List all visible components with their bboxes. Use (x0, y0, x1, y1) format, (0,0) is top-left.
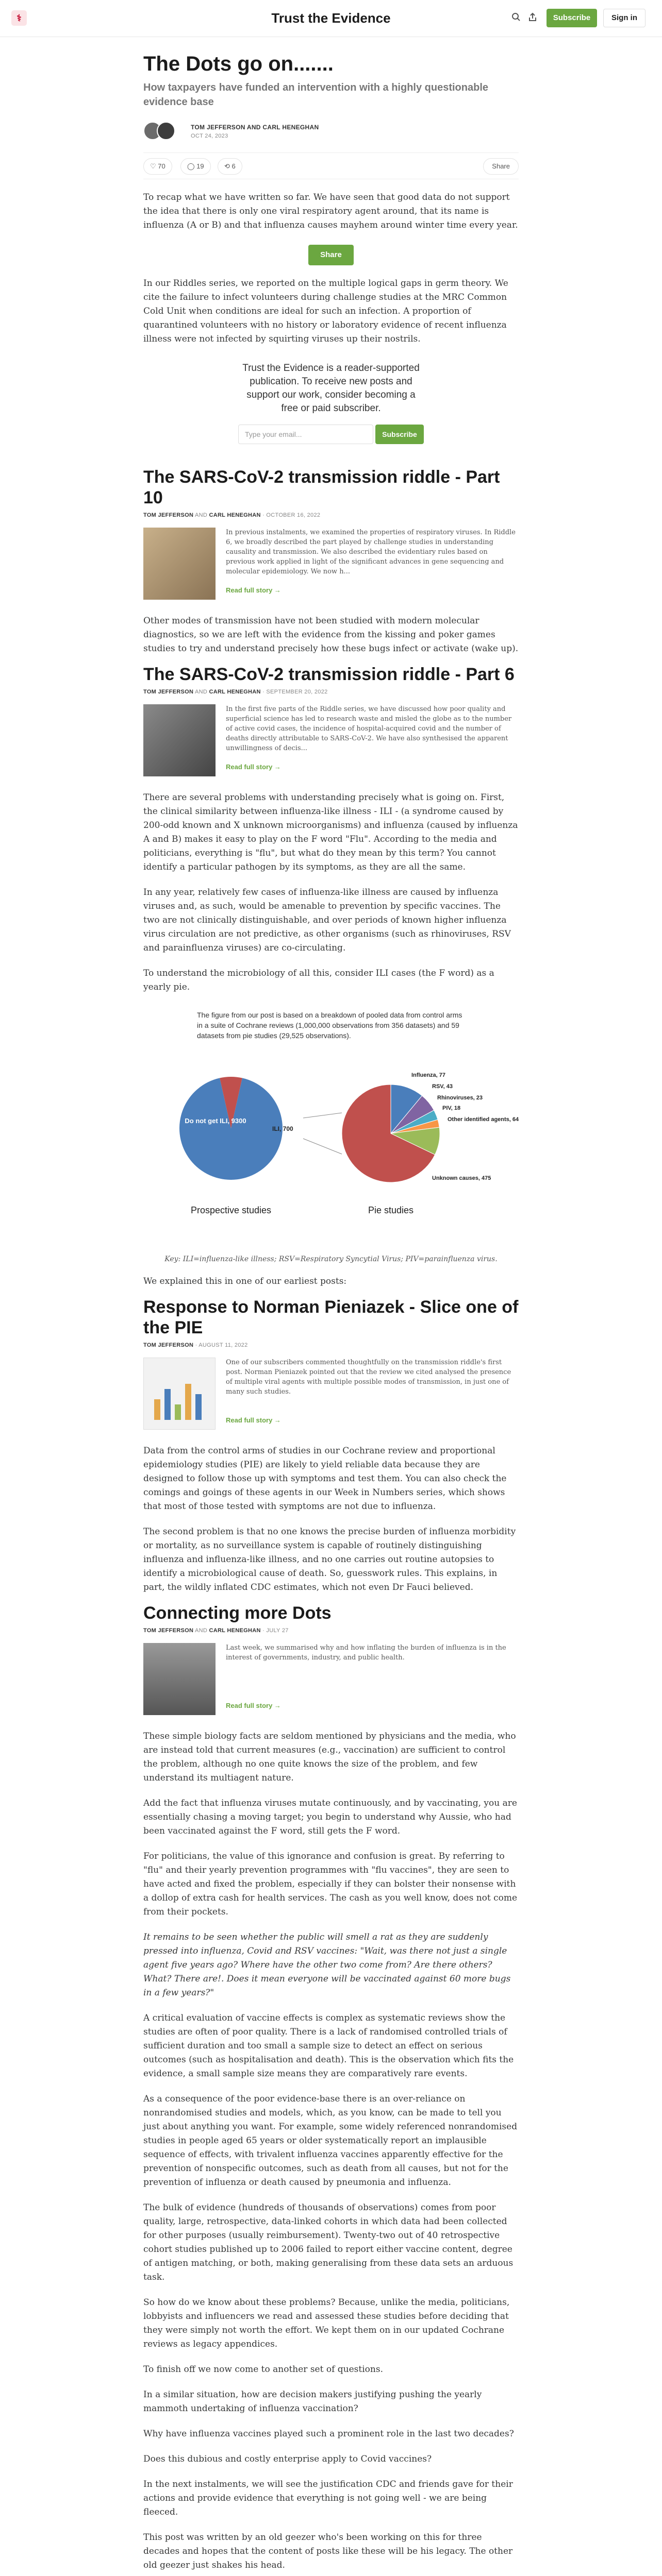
paragraph: So how do we know about these problems? Because, unlike the media, politicians, lobbyists and influencers we read and assessed these studies before deciding that they were simply not worth the effort. We kept them on in our updated Cochrane reviews as legacy appendices. (143, 2297, 510, 2349)
author-names[interactable]: TOM JEFFERSON AND CARL HENEGHAN (191, 124, 319, 131)
read-full-story-link[interactable]: Read full story → (226, 586, 281, 594)
pie-slice-label: PIV, 18 (442, 1105, 461, 1111)
read-full-story-link[interactable]: Read full story → (226, 1702, 281, 1709)
paragraph: A critical evaluation of vaccine effects is complex as systematic reviews show the studies are often of poor quality. There is a lack of randomised controlled trials of sufficient duration and too small a sample size to detect an effect on serious outcomes (such as hospitalisation and death). This is the observation which fits the evidence, a small sample size means they are comparatively rare events. (143, 2013, 514, 2079)
paragraph: To finish off we now come to another set of questions. (143, 2364, 383, 2375)
post-title: The Dots go on....... (143, 53, 334, 75)
publication-logo[interactable]: ⚕ (11, 10, 27, 26)
email-field[interactable]: Type your email... (238, 425, 373, 444)
embedded-post-image (143, 1358, 216, 1430)
sign-in-button[interactable]: Sign in (603, 9, 646, 27)
top-navigation-bar (0, 0, 662, 37)
embedded-post-byline: TOM JEFFERSON AND CARL HENEGHAN · JULY 27 (143, 1628, 289, 1634)
share-button[interactable]: Share (483, 158, 519, 175)
post-subtitle: How taxpayers have funded an intervention with a highly questionable evidence base (143, 82, 489, 108)
embedded-post-excerpt: Last week, we summarised why and how inflating the burden of influenza is in the interest of governments, industry, and public health. (226, 1644, 506, 1662)
paragraph: To recap what we have written so far. We have seen that good data do not support the idea that there is only one viral respiratory agent around, that its name is influenza (A or B) and that influenza causes mayhem around winter time every year. (143, 192, 518, 230)
publication-name[interactable]: Trust the Evidence (271, 10, 391, 26)
embedded-post-title[interactable]: Response to Norman Pieniazek - Slice one of the PIE (143, 1297, 519, 1337)
paragraph: In the next instalments, we will see the justification CDC and friends gave for their actions and provide evidence that everything is not going well - we are being fleeced. (143, 2479, 513, 2517)
pie-charts (143, 1051, 519, 1236)
subscribe-form (238, 425, 424, 444)
pie-slice-label: Other identified agents, 64 (448, 1116, 519, 1123)
embedded-post[interactable] (143, 528, 519, 603)
embedded-post-image (143, 528, 216, 600)
paragraph: As a consequence of the poor evidence-base there is an over-reliance on nonrandomised studies and models, which, as you know, can be made to tell you just about anything you want. For example, some widely referenced nonrandomised studies in people aged 65 years or older systematically report an implausible sequence of effects, with trivalent influenza vaccines apparently effective for the prevention of nonspecific outcomes, such as death from all causes, but not for the prevention of influenza or death caused by pneumonia and influenza. (143, 2094, 518, 2188)
avatar[interactable] (157, 122, 175, 140)
embedded-post-byline: TOM JEFFERSON AND CARL HENEGHAN · SEPTEMBER 20, 2022 (143, 689, 328, 695)
paragraph: Does this dubious and costly enterprise apply to Covid vaccines? (143, 2454, 432, 2464)
embedded-post-image (143, 1643, 216, 1715)
post-actions (143, 152, 519, 179)
pie-slice-label: Unknown causes, 475 (432, 1175, 491, 1181)
paragraph: The second problem is that no one knows the precise burden of influenza morbidity or mortality, as no surveillance system is capable of routinely distinguishing influenza and influenza-like illness, and no one carries out routine autopsies to identify a microbiological cause of death. So, guesswork rules. This explains, in part, the wildly inflated CDC estimates, which not even Dr Fauci believed. (143, 1527, 516, 1592)
subscribe-button[interactable]: Subscribe (375, 425, 424, 444)
chart-thumbnail-icon (144, 1358, 216, 1430)
paragraph: In a similar situation, how are decision makers justifying pushing the yearly mammoth undertaking of influenza vaccination? (143, 2389, 482, 2414)
embedded-post-excerpt: One of our subscribers commented thoughtfully on the transmission riddle's first post. Norman Pieniazek pointed out that the review we cited analysed the presence of multiple viral agents with multiple possible modes of transmission, in just one of many such studies. (226, 1359, 511, 1396)
search-icon[interactable] (510, 12, 522, 24)
embedded-post-byline: TOM JEFFERSON · AUGUST 11, 2022 (143, 1342, 248, 1348)
connector-line (303, 1113, 342, 1118)
like-button[interactable]: ♡ 70 (143, 158, 172, 175)
pie-slice-label: ILI, 700 (272, 1125, 293, 1132)
connector-line (303, 1139, 342, 1154)
read-full-story-link[interactable]: Read full story → (226, 1416, 281, 1424)
embedded-post-byline: TOM JEFFERSON AND CARL HENEGHAN · OCTOBER 16, 2022 (143, 512, 321, 518)
restack-count: 6 (231, 162, 236, 170)
paragraph: In any year, relatively few cases of influenza-like illness are caused by influenza viruses and, as such, would be amenable to prevention by specific vaccines. The two are not clinically distinguishable, and over periods of known higher influenza virus circulation are not predictive, as other organisms (such as rhinoviruses, RSV and parainfluenza viruses) are co-circulating. (143, 887, 511, 953)
paragraph: Data from the control arms of studies in our Cochrane review and proportional epidemiology studies (PIE) are likely to yield reliable data because they are designed to follow those up with symptoms and test them. You can also check the comings and goings of these agents in our Week in Numbers series, which shows that most of those tested with symptoms are not due to influenza. (143, 1446, 507, 1512)
paragraph: To understand the microbiology of all this, consider ILI cases (the F word) as a yearly pie. (143, 968, 494, 992)
comment-count: 19 (196, 162, 204, 170)
subscribe-button[interactable]: Subscribe (547, 9, 597, 27)
restack-button[interactable]: ⟲ 6 (218, 158, 242, 175)
paragraph: There are several problems with understanding precisely what is going on. First, the clinical similarity between influenza-like illness - ILI - (a syndrome caused by 200-odd known and X unknown microorganisms) and influenza (caused by influenza A and B) makes it easy to play on the F word "Flu". According to the media and politicians, everything is "flu", but what do they mean by this term? You cannot identify a particular pathogen by its symptoms, as they are all the same. (143, 792, 518, 872)
share-button[interactable]: Share (308, 245, 354, 265)
chart-title: Prospective studies (190, 1205, 272, 1215)
embedded-post-title[interactable]: The SARS-CoV-2 transmission riddle - Part 10 (143, 467, 500, 507)
read-full-story-link[interactable]: Read full story → (226, 763, 281, 771)
embedded-post[interactable] (143, 1643, 519, 1718)
subscribe-widget (143, 362, 519, 444)
embedded-post[interactable] (143, 704, 519, 779)
post-content (143, 52, 519, 2576)
paragraph: Other modes of transmission have not been studied with modern molecular diagnostics, so we are left with the evidence from the kissing and poker games studies to try and understand precisely how these bugs infect or activate (wake up). (143, 616, 519, 654)
paragraph: These simple biology facts are seldom mentioned by physicians and the media, who are instead told that current measures (e.g., vaccination) are sufficient to control the problem, although no one quite knows the size of the problem, and few understand its multiagent nature. (143, 1731, 516, 1783)
chart-title: Pie studies (368, 1205, 414, 1215)
pie-chart-figure (143, 1010, 519, 1252)
embedded-post-image (143, 704, 216, 776)
embedded-post[interactable] (143, 1358, 519, 1433)
embedded-post-title[interactable]: Connecting more Dots (143, 1603, 332, 1623)
paragraph: Add the fact that influenza viruses mutate continuously, and by vaccinating, you are essentially chasing a moving target; you begin to understand why Aussie, who had been vaccinated against the F word, still gets the F word. (143, 1798, 517, 1836)
post-date: OCT 24, 2023 (191, 133, 228, 139)
author-row (143, 122, 519, 146)
paragraph: We explained this in one of our earliest posts: (143, 1276, 347, 1286)
embedded-post-excerpt: In the first five parts of the Riddle series, we have discussed how poor quality and superficial science has led to research waste and misled the globe as to the number of active covid cases, the incidence of hospital-acquired covid and the number of deaths directly attributable to SARS-CoV-2. We have also synthesised the apparent unwillingness of decis... (226, 705, 512, 752)
pie-slice-label: Influenza, 77 (411, 1072, 446, 1078)
share-icon[interactable] (527, 12, 538, 24)
pie-slice-label: Rhinoviruses, 23 (437, 1095, 483, 1101)
paragraph: This post was written by an old geezer who's been working on this for three decades and hopes that the content of posts like these will be his legacy. The other old geezer just shakes his head. (143, 2532, 513, 2570)
figure-caption: Key: ILI=influenza-like illness; RSV=Respiratory Syncytial Virus; PIV=parainfluenza virus. (164, 1255, 498, 1263)
subscribe-text: Trust the Evidence is a reader-supported publication. To receive new posts and support our work, consider becoming a free or paid subscriber. (242, 363, 420, 414)
paragraph: It remains to be seen whether the public will smell a rat as they are suddenly pressed into influenza, Covid and RSV vaccines: "Wait, was there not just a single agent five years ago? Where have the other two come from? Are there others? What? There are!. Does it mean everyone will be vaccinated against 60 more bugs in a few years?" (143, 1932, 511, 1998)
pie-slice-label: RSV, 43 (432, 1083, 453, 1090)
pie-slice-label: Do not get ILI, 9300 (185, 1117, 246, 1125)
embedded-post-title[interactable]: The SARS-CoV-2 transmission riddle - Part 6 (143, 665, 515, 684)
paragraph: Why have influenza vaccines played such a prominent role in the last two decades? (143, 2429, 514, 2439)
paragraph: In our Riddles series, we reported on the multiple logical gaps in germ theory. We cite the failure to infect volunteers during challenge studies at the MRC Common Cold Unit when conditions are ideal for such an infection. A proportion of quarantined volunteers with no history or laboratory evidence of recent influenza illness were not infected by squirting viruses up their nostrils. (143, 278, 508, 344)
figure-intro: The figure from our post is based on a breakdown of pooled data from control arms in a suite of Cochrane reviews (1,000,000 observations from 356 datasets) and 59 datasets from pie studies (29,525 observations). (197, 1011, 462, 1040)
like-count: 70 (158, 162, 166, 170)
comment-button[interactable]: ◯ 19 (180, 158, 211, 175)
paragraph: For politicians, the value of this ignorance and confusion is great. By referring to "flu" and their yearly prevention programmes with "flu vaccines", they are seen to have acted and fixed the problem, especially if they can bolster their nonsense with a dollop of extra cash for health services. The cash as you well know, does not come from their pockets. (143, 1851, 518, 1917)
embedded-post-excerpt: In previous instalments, we examined the properties of respiratory viruses. In Riddle 6, we broadly described the part played by challenge studies in understanding causality and transmission. We also described the evidentiary rules based on previous work applied in light of the significant advances in gene sequencing and molecular epidemiology. We now h... (226, 529, 516, 575)
paragraph: The bulk of evidence (hundreds of thousands of observations) comes from poor quality, large, retrospective, data-linked cohorts in which data had been collected for other purposes (usually reimbursement). Twenty-two out of 40 retrospective cohort studies published up to 2006 failed to report either vaccine content, degree of antigen matching, or both, making generalising from these data sets an arduous task. (143, 2202, 514, 2282)
